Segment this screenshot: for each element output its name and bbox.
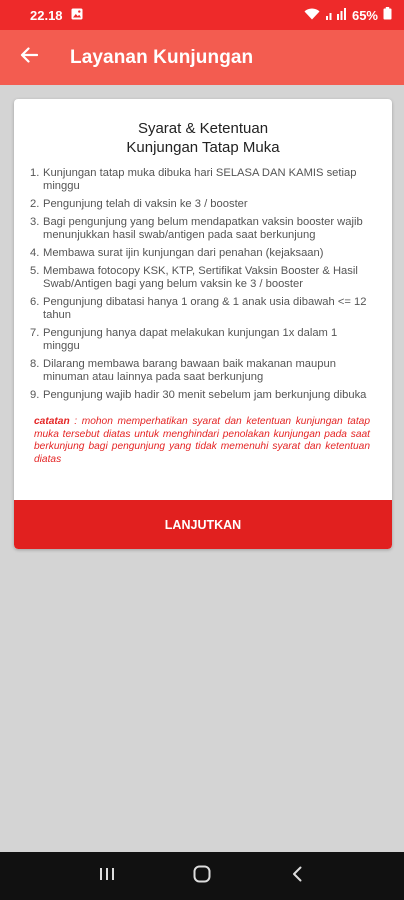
rule-text: Pengunjung telah di vaksin ke 3 / booster bbox=[43, 198, 248, 210]
card-title bbox=[14, 119, 392, 157]
rule-number: 1. bbox=[30, 167, 40, 179]
signal-icon bbox=[325, 8, 347, 23]
status-time: 22.18 bbox=[30, 7, 63, 23]
note-text bbox=[34, 416, 370, 466]
image-icon bbox=[71, 8, 83, 23]
home-icon bbox=[193, 865, 211, 888]
battery-icon bbox=[383, 7, 392, 23]
card-title-line2: Kunjungan Tatap Muka bbox=[126, 139, 280, 156]
recents-icon bbox=[99, 867, 115, 886]
rule-number: 6. bbox=[30, 296, 40, 308]
rule-text: Dilarang membawa barang bawaan baik makanan maupun minuman atau lainnya pada saat berkunjung bbox=[43, 358, 336, 383]
list-item bbox=[30, 216, 372, 242]
terms-card bbox=[14, 99, 392, 549]
rule-text: Pengunjung dibatasi hanya 1 orang & 1 anak usia dibawah <= 12 tahun bbox=[43, 296, 367, 321]
rule-text: Membawa fotocopy KSK, KTP, Sertifikat Vaksin Booster & Hasil Swab/Antigen bagi yang belum vaksin ke 3 / booster bbox=[43, 265, 358, 290]
app-bar bbox=[0, 30, 404, 85]
rule-text: Membawa surat ijin kunjungan dari penahan (kejaksaan) bbox=[43, 247, 324, 259]
list-item bbox=[30, 167, 372, 193]
nav-back-button[interactable] bbox=[277, 856, 317, 896]
system-nav-bar bbox=[0, 852, 404, 900]
recents-button[interactable] bbox=[87, 856, 127, 896]
rule-number: 4. bbox=[30, 247, 40, 259]
back-button[interactable] bbox=[0, 30, 56, 85]
page-title: Layanan Kunjungan bbox=[70, 46, 254, 68]
list-item bbox=[30, 198, 372, 211]
list-item bbox=[30, 265, 372, 291]
battery-percent: 65% bbox=[351, 7, 378, 23]
rule-number: 3. bbox=[30, 216, 40, 228]
arrow-back-icon bbox=[20, 47, 38, 68]
rule-number: 2. bbox=[30, 198, 40, 210]
list-item bbox=[30, 296, 372, 322]
wifi-icon bbox=[304, 8, 320, 23]
list-item bbox=[30, 358, 372, 384]
back-icon bbox=[292, 866, 302, 887]
rule-text: Pengunjung wajib hadir 30 menit sebelum jam berkunjung dibuka bbox=[43, 389, 367, 401]
list-item bbox=[30, 247, 372, 260]
rules-list bbox=[14, 167, 392, 402]
note-label: catatan bbox=[34, 416, 70, 427]
continue-button[interactable]: LANJUTKAN bbox=[14, 500, 392, 549]
rule-text: Pengunjung hanya dapat melakukan kunjungan 1x dalam 1 minggu bbox=[43, 327, 338, 352]
home-button[interactable] bbox=[182, 856, 222, 896]
note-body: : mohon memperhatikan syarat dan ketentuan kunjungan tatap muka tersebut diatas untuk menghindari penolakan kunjungan pada saat berkunjung bagi pengunjung yang tidak memenuhi syarat dan ketentuan diatas bbox=[34, 416, 370, 465]
status-bar bbox=[0, 0, 404, 30]
rule-text: Bagi pengunjung yang belum mendapatkan vaksin booster wajib menunjukkan hasil swab/antigen pada saat berkunjung bbox=[43, 216, 363, 241]
rule-text: Kunjungan tatap muka dibuka hari SELASA DAN KAMIS setiap minggu bbox=[43, 167, 357, 192]
rule-number: 8. bbox=[30, 358, 40, 370]
card-title-line1: Syarat & Ketentuan bbox=[137, 120, 269, 137]
rule-number: 5. bbox=[30, 265, 40, 277]
list-item bbox=[30, 327, 372, 353]
rule-number: 7. bbox=[30, 327, 40, 339]
list-item bbox=[30, 389, 372, 402]
rule-number: 9. bbox=[30, 389, 40, 401]
